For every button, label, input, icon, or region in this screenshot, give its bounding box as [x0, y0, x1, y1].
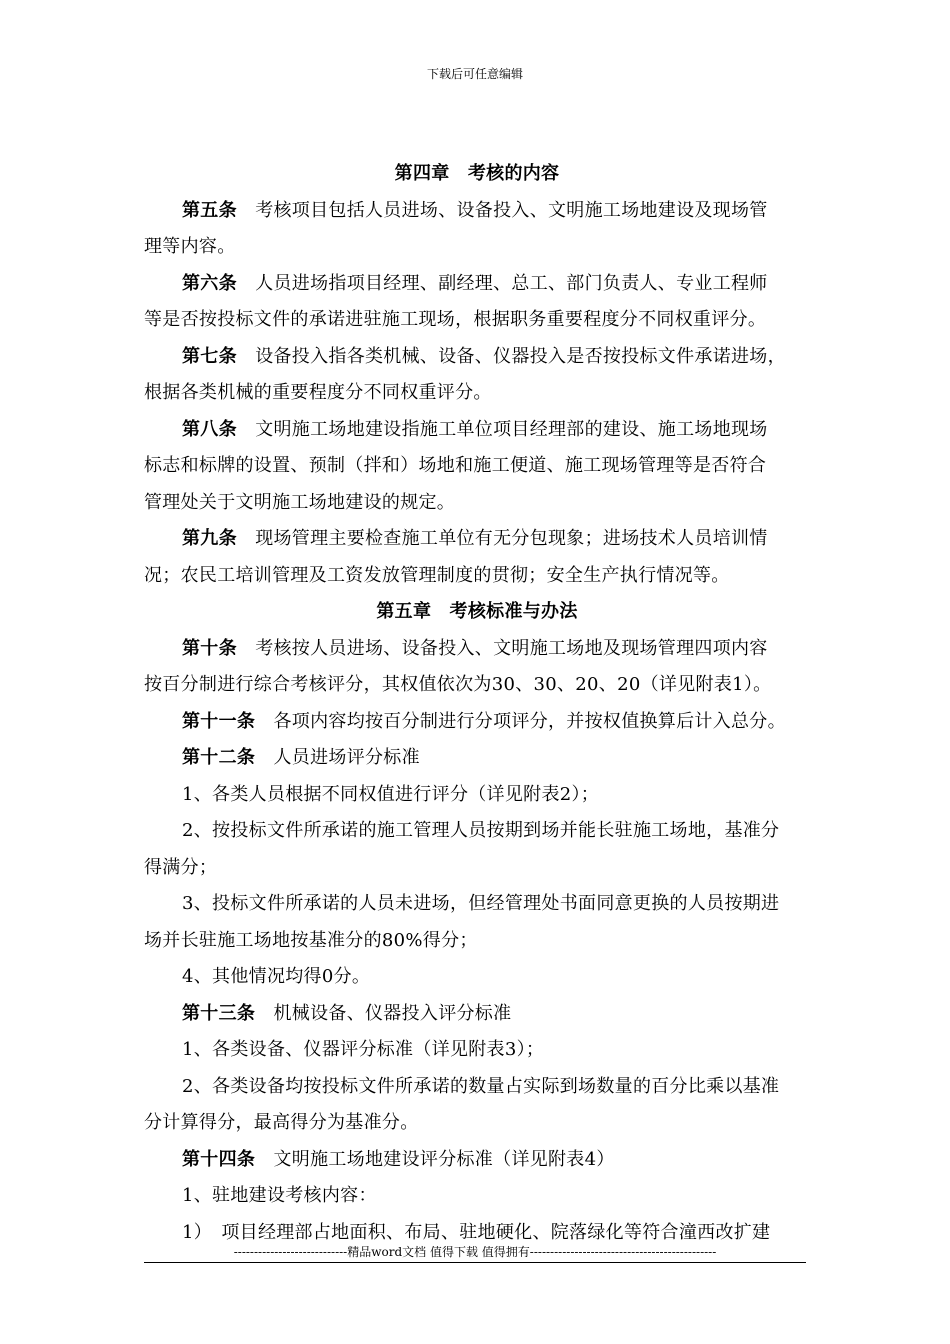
article-number: 第八条: [182, 418, 237, 440]
paragraph-line: [144, 777, 810, 814]
document-body: [144, 156, 810, 1251]
article-number: 第七条: [182, 345, 237, 367]
page-header-note: 下载后可任意编辑: [426, 67, 523, 81]
paragraph-line: [144, 521, 810, 558]
article-number: 第十条: [182, 637, 237, 659]
line-text: 分计算得分，最高得分为基准分。: [144, 1112, 419, 1133]
paragraph-line: [144, 813, 810, 850]
line-text: 机械设备、仪器投入评分标准: [255, 1002, 512, 1024]
paragraph-line: [144, 923, 810, 960]
page-footer-text: ----------------------------精品word文档 值得下载 值得拥有----------------------------------------------: [233, 1245, 717, 1259]
article-number: 第十三条: [182, 1002, 256, 1024]
article-number: 第六条: [182, 272, 237, 294]
line-text: 管理处关于文明施工场地建设的规定。: [144, 491, 456, 513]
line-text: 人员进场评分标准: [255, 747, 420, 768]
paragraph-line: [144, 704, 810, 741]
line-text: 根据各类机械的重要程度分不同权重评分。: [144, 382, 492, 403]
line-text: 考核项目包括人员进场、设备投入、文明施工场地建设及现场管: [236, 199, 768, 221]
article-number: 第九条: [182, 528, 237, 549]
line-text: 按百分制进行综合考核评分，其权值依次为30、30、20、20（详见附表1）。: [144, 674, 772, 695]
line-text: 1、各类人员根据不同权值进行评分（详见附表2）；: [182, 783, 600, 805]
line-text: 文明施工场地建设指施工单位项目经理部的建设、施工场地现场: [236, 418, 768, 440]
line-text: 1） 项目经理部占地面积、布局、驻地硬化、院落绿化等符合潼西改扩建: [182, 1221, 771, 1243]
paragraph-line: [144, 1032, 810, 1069]
paragraph-line: [144, 1105, 810, 1142]
article-number: 第五条: [182, 199, 237, 221]
paragraph-line: [144, 886, 810, 923]
line-text: 得满分；: [144, 856, 218, 878]
paragraph-line: [144, 193, 810, 230]
paragraph-line: [144, 229, 810, 266]
paragraph-line: [144, 631, 810, 668]
line-text: 第四章 考核的内容: [394, 163, 560, 184]
line-text: 文明施工场地建设评分标准（详见附表4）: [255, 1148, 615, 1170]
line-text: 人员进场指项目经理、副经理、总工、部门负责人、专业工程师: [236, 272, 768, 294]
paragraph-line: [144, 485, 810, 522]
article-number: 第十一条: [182, 710, 256, 732]
paragraph-line: [144, 996, 810, 1033]
paragraph-line: [144, 558, 810, 595]
paragraph-line: [144, 339, 810, 376]
paragraph-line: [144, 448, 810, 485]
paragraph-line: [144, 740, 810, 777]
paragraph-line: [144, 375, 810, 412]
line-text: 场并长驻施工场地按基准分的80%得分；: [144, 929, 478, 951]
line-text: 1、各类设备、仪器评分标准（详见附表3）；: [182, 1039, 545, 1060]
footer-divider: [144, 1262, 806, 1263]
article-number: 第十二条: [182, 747, 256, 768]
line-text: 理等内容。: [144, 236, 236, 257]
chapter-heading: [144, 156, 810, 193]
line-text: 现场管理主要检查施工单位有无分包现象；进场技术人员培训情: [236, 528, 768, 549]
article-number: 第十四条: [182, 1148, 256, 1170]
line-text: 1、驻地建设考核内容：: [182, 1185, 377, 1206]
line-text: 4、其他情况均得0分。: [182, 966, 371, 987]
line-text: 第五章 考核标准与办法: [376, 601, 578, 622]
paragraph-line: [144, 302, 810, 339]
paragraph-line: [144, 412, 810, 449]
line-text: 2、各类设备均按投标文件所承诺的数量占实际到场数量的百分比乘以基准: [182, 1075, 780, 1097]
paragraph-line: [144, 1142, 810, 1179]
paragraph-line: [144, 850, 810, 887]
line-text: 设备投入指各类机械、设备、仪器投入是否按投标文件承诺进场，: [236, 345, 786, 367]
line-text: 3、投标文件所承诺的人员未进场，但经管理处书面同意更换的人员按期进: [182, 893, 780, 914]
paragraph-line: [144, 266, 810, 303]
line-text: 标志和标牌的设置、预制（拌和）场地和施工便道、施工现场管理等是否符合: [144, 455, 767, 476]
line-text: 等是否按投标文件的承诺进驻施工现场，根据职务重要程度分不同权重评分。: [144, 309, 767, 330]
chapter-heading: [144, 594, 810, 631]
line-text: 考核按人员进场、设备投入、文明施工场地及现场管理四项内容: [236, 637, 768, 659]
line-text: 2、按投标文件所承诺的施工管理人员按期到场并能长驻施工场地，基准分: [182, 820, 780, 841]
paragraph-line: [144, 959, 810, 996]
paragraph-line: [144, 1069, 810, 1106]
paragraph-line: [144, 667, 810, 704]
line-text: 况；农民工培训管理及工资发放管理制度的贯彻；安全生产执行情况等。: [144, 564, 730, 586]
line-text: 各项内容均按百分制进行分项评分，并按权值换算后计入总分。: [255, 710, 786, 732]
paragraph-line: [144, 1178, 810, 1215]
